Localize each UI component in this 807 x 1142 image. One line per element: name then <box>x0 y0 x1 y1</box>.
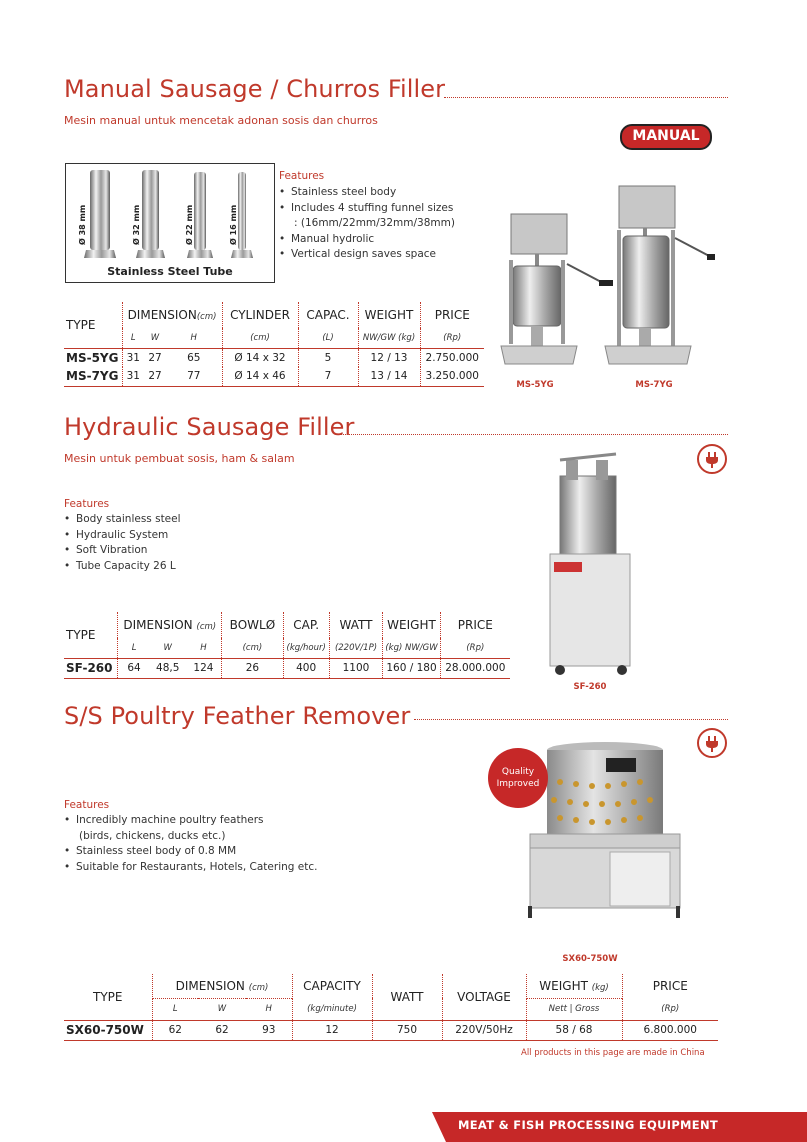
cell-price: 2.750.000 <box>420 348 484 367</box>
cell-l: 64 <box>118 658 150 678</box>
cell-cap: 5 <box>298 348 358 367</box>
table-row <box>64 658 510 678</box>
col-weight: WEIGHT (kg) <box>526 974 622 998</box>
col-capacity: CAPACITY <box>292 974 372 998</box>
sub-cap: (kg/hour) <box>283 638 329 658</box>
sub-cylinder: (cm) <box>222 328 298 348</box>
caption-sf-260: SF-260 <box>573 682 607 692</box>
footer-bar <box>420 1112 807 1142</box>
sub-h: H <box>200 642 207 653</box>
section-subtitle: Mesin manual untuk mencetak adonan sosis dan churros <box>64 114 378 127</box>
origin-note: All products in this page are made in China <box>521 1048 705 1058</box>
sub-w: W <box>163 642 172 653</box>
cell-l: 62 <box>152 1020 198 1040</box>
col-type: TYPE <box>66 627 96 642</box>
cell-weight: 58 / 68 <box>526 1020 622 1040</box>
feature-item: • Incredibly machine poultry feathers <box>64 813 317 829</box>
spec-table-manual <box>64 302 484 387</box>
col-weight: WEIGHT <box>358 302 420 328</box>
features-list <box>64 512 181 574</box>
manual-badge: MANUAL <box>620 124 712 150</box>
spec-table-feather <box>64 974 718 1041</box>
cell-price: 3.250.000 <box>420 367 484 386</box>
sub-w: W <box>150 332 160 343</box>
cell-cylinder: Ø 14 x 32 <box>222 348 298 367</box>
sub-w: W <box>198 998 246 1020</box>
cell-price: 6.800.000 <box>622 1020 718 1040</box>
cell-type: MS-7YG <box>64 367 122 386</box>
col-cylinder: CYLINDER <box>222 302 298 328</box>
cell-h: 65 <box>166 348 222 367</box>
table-row <box>64 367 484 386</box>
tube-label-38: Ø 38 mm <box>78 204 87 245</box>
col-dimension: DIMENSION (cm) <box>152 974 292 998</box>
spec-table-hydraulic <box>64 612 510 679</box>
cell-cap: 400 <box>283 658 329 678</box>
section-title-manual-filler: Manual Sausage / Churros Filler <box>64 75 446 103</box>
sub-weight: NW/GW (kg) <box>358 328 420 348</box>
cell-l: 31 <box>122 367 144 386</box>
cell-weight: 12 / 13 <box>358 348 420 367</box>
sub-h: H <box>190 332 197 343</box>
table-row <box>64 1020 718 1040</box>
cell-h: 93 <box>246 1020 292 1040</box>
feature-item: • Soft Vibration <box>64 543 181 559</box>
cell-cylinder: Ø 14 x 46 <box>222 367 298 386</box>
cell-watt: 1100 <box>329 658 383 678</box>
sub-price: (Rp) <box>440 638 510 658</box>
sub-capac: (L) <box>298 328 358 348</box>
sub-l: L <box>122 328 144 348</box>
tube-label-16: Ø 16 mm <box>229 204 238 245</box>
cell-h: 77 <box>166 367 222 386</box>
feature-item: • Manual hydrolic <box>279 232 455 248</box>
footer-text: MEAT & FISH PROCESSING EQUIPMENT <box>458 1118 719 1132</box>
feature-item: • Hydraulic System <box>64 528 181 544</box>
cell-voltage: 220V/50Hz <box>442 1020 526 1040</box>
feature-item: • Body stainless steel <box>64 512 181 528</box>
quality-improved-badge <box>488 748 548 808</box>
col-price: PRICE <box>622 974 718 998</box>
feature-item: • Stainless steel body <box>279 185 455 201</box>
feature-item: (birds, chickens, ducks etc.) <box>79 829 226 842</box>
feature-item: • Includes 4 stuffing funnel sizes <box>279 201 455 217</box>
features-heading: Features <box>64 498 110 510</box>
feature-item: : (16mm/22mm/32mm/38mm) <box>294 217 455 229</box>
cell-l: 31 <box>122 348 144 367</box>
plug-icon <box>697 728 727 758</box>
section-subtitle: Mesin untuk pembuat sosis, ham & salam <box>64 452 295 465</box>
sub-weight: Nett | Gross <box>526 998 622 1020</box>
features-heading: Features <box>279 170 325 182</box>
sub-bowl: (cm) <box>222 638 284 658</box>
col-watt: WATT <box>329 612 383 638</box>
section-title-feather-remover: S/S Poultry Feather Remover <box>64 702 411 730</box>
col-capac: CAPAC. <box>298 302 358 328</box>
cell-type: SF-260 <box>64 658 118 678</box>
tube-label-32: Ø 32 mm <box>132 204 141 245</box>
badge-line: Improved <box>496 779 540 789</box>
sub-h: H <box>246 998 292 1020</box>
col-bowl: BOWLØ <box>222 612 284 638</box>
feature-item: • Stainless steel body of 0.8 MM <box>64 844 317 860</box>
col-cap: CAP. <box>283 612 329 638</box>
title-divider <box>444 97 728 98</box>
plug-icon <box>697 444 727 474</box>
cell-price: 28.000.000 <box>440 658 510 678</box>
tube-caption: Stainless Steel Tube <box>107 265 233 278</box>
table-row <box>64 348 484 367</box>
sub-l: L <box>118 638 150 658</box>
sub-l: L <box>152 998 198 1020</box>
cell-weight: 160 / 180 <box>383 658 440 678</box>
cell-weight: 13 / 14 <box>358 367 420 386</box>
col-dimension: DIMENSION(cm) <box>122 302 222 328</box>
sub-capacity: (kg/minute) <box>292 998 372 1020</box>
cell-w: 48,5 <box>150 658 186 678</box>
feature-item: • Vertical design saves space <box>279 247 455 263</box>
col-dimension: DIMENSION (cm) <box>118 612 222 638</box>
cell-w: 27 <box>144 367 166 386</box>
title-divider <box>414 719 728 720</box>
feature-item: • Tube Capacity 26 L <box>64 559 181 575</box>
cell-bowl: 26 <box>222 658 284 678</box>
cell-type: SX60-750W <box>64 1020 152 1040</box>
col-watt: WATT <box>372 974 442 1020</box>
cell-cap: 7 <box>298 367 358 386</box>
col-price: PRICE <box>440 612 510 638</box>
cell-watt: 750 <box>372 1020 442 1040</box>
cell-h: 124 <box>186 658 222 678</box>
caption-ms-5yg: MS-5YG <box>516 380 554 390</box>
title-divider <box>340 434 728 435</box>
hydraulic-filler-image <box>540 450 640 680</box>
feature-item: • Suitable for Restaurants, Hotels, Catering etc. <box>64 860 317 876</box>
sub-watt: (220V/1P) <box>329 638 383 658</box>
caption-ms-7yg: MS-7YG <box>635 380 673 390</box>
sub-weight: (kg) NW/GW <box>383 638 440 658</box>
features-list <box>64 813 317 875</box>
col-price: PRICE <box>420 302 484 328</box>
col-type: TYPE <box>66 317 96 332</box>
features-heading: Features <box>64 799 110 811</box>
cell-w: 27 <box>144 348 166 367</box>
cell-w: 62 <box>198 1020 246 1040</box>
cell-type: MS-5YG <box>64 348 122 367</box>
section-title-hydraulic-filler: Hydraulic Sausage Filler <box>64 413 355 441</box>
manual-filler-image <box>495 180 715 380</box>
sub-price: (Rp) <box>420 328 484 348</box>
sub-price: (Rp) <box>622 998 718 1020</box>
caption-sx60-750w: SX60-750W <box>562 954 618 964</box>
tube-picture <box>65 163 275 283</box>
cell-capacity: 12 <box>292 1020 372 1040</box>
col-type: TYPE <box>93 989 123 1004</box>
col-weight: WEIGHT <box>383 612 440 638</box>
features-list <box>279 185 455 263</box>
badge-line: Quality <box>501 767 535 777</box>
tube-label-22: Ø 22 mm <box>185 204 194 245</box>
col-voltage: VOLTAGE <box>442 974 526 1020</box>
